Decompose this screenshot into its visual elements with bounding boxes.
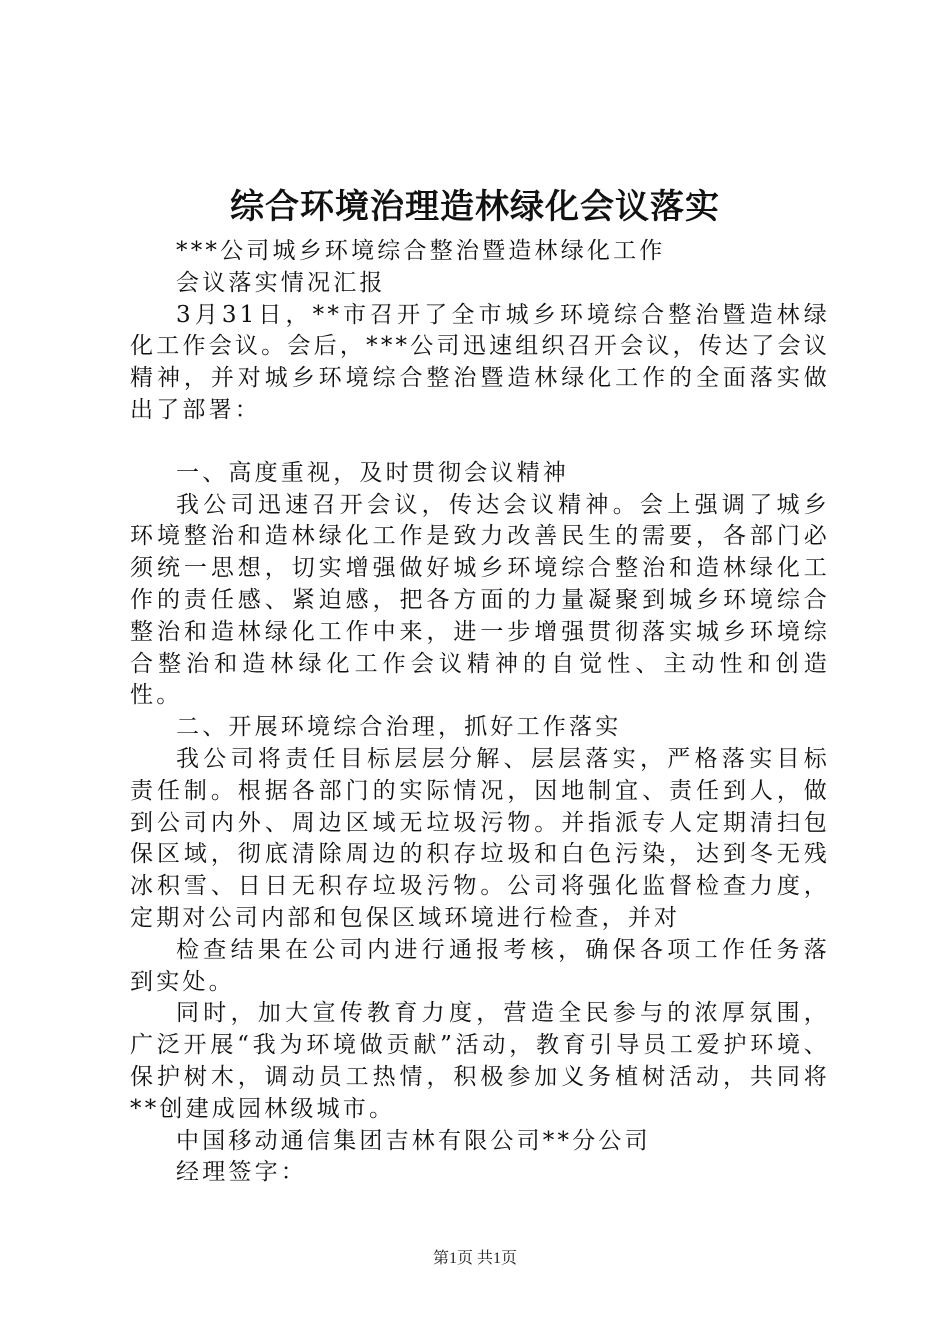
document-title: 综合环境治理造林绿化会议落实 xyxy=(230,187,720,227)
section-2-continuation: 检查结果在公司内进行通报考核，确保各项工作任务落到实处。 xyxy=(130,936,830,995)
publicity-paragraph: 同时，加大宣传教育力度，营造全民参与的浓厚氛围，广泛开展“我为环境做贡献”活动，教育引导员工爱护环境、保护树木，调动员工热情，积极参加义务植树活动，共同将**创建成园林级城市。 xyxy=(130,1000,830,1122)
section-2-paragraph: 我公司将责任目标层层分解、层层落实，严格落实目标责任制。根据各部门的实际情况，因地制宜、责任到人，做到公司内外、周边区域无垃圾污物。并指派专人定期清扫包保区域，彻底清除周边的积存垃圾和白色污染，达到冬无残冰积雪、日日无积存垃圾污物。公司将强化监督检查力度，定期对公司内部和包保区域环境进行检查，并对 xyxy=(130,745,830,931)
section-1-paragraph: 我公司迅速召开会议，传达会议精神。会上强调了城乡环境整治和造林绿化工作是致力改善民生的需要，各部门必须统一思想，切实增强做好城乡环境综合整治和造林绿化工作的责任感、紧迫感，把各方面的力量凝聚到城乡环境综合整治和造林绿化工作中来，进一步增强贯彻落实城乡环境综合整治和造林绿化工作会议精神的自觉性、主动性和创造性。 xyxy=(130,491,830,709)
manager-signature-label: 经理签字： xyxy=(176,1159,307,1186)
subtitle-line-1: ***公司城乡环境综合整治暨造林绿化工作 xyxy=(176,238,666,264)
page-number: 第1页 共1页 xyxy=(432,1250,517,1267)
section-heading-1: 一、高度重视，及时贯彻会议精神 xyxy=(176,459,569,486)
section-heading-2: 二、开展环境综合治理，抓好工作落实 xyxy=(176,714,622,741)
company-name: 中国移动通信集团吉林有限公司**分公司 xyxy=(176,1127,651,1154)
subtitle-line-2: 会议落实情况汇报 xyxy=(176,269,386,296)
intro-paragraph: 3月31日，**市召开了全市城乡环境综合整治暨造林绿化工作会议。会后，***公司迅速组织召开会议，传达了会议精神，并对城乡环境综合整治暨造林绿化工作的全面落实做出了部署： xyxy=(130,301,830,423)
document-body xyxy=(130,236,830,1189)
